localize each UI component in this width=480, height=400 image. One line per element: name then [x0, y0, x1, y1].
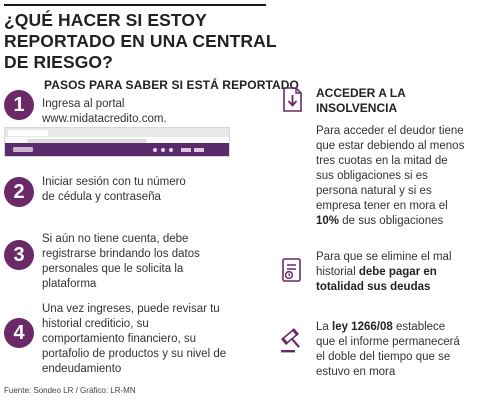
document-down-arrow-icon — [278, 86, 306, 114]
step-3-text: Si aún no tiene cuenta, debe registrarse brindando los datos personales que le solicita la plataforma — [42, 233, 200, 290]
site-buttons — [181, 148, 204, 152]
steps-heading: PASOS PARA SABER SI ESTÁ REPORTADO — [44, 78, 299, 92]
site-header — [5, 143, 229, 156]
site-nav-dots — [153, 148, 173, 152]
history-text: Para que se elimine el mal historial debe pagar en totalidad sus deudas — [316, 251, 452, 293]
step-1-text: Ingresa al portal www.midatacredito.com. — [42, 98, 167, 125]
insolvency-text: Para acceder el deudor tiene que estar debiendo al menos tres cuotas en la mitad de sus obligaciones si es persona natural y si es empresa tener en mora el 10% de sus obligaciones — [316, 125, 465, 227]
step-2-badge: 2 — [4, 177, 34, 207]
website-screenshot — [4, 127, 230, 157]
top-rule — [4, 4, 266, 6]
gavel-icon — [278, 326, 306, 354]
step-4-badge: 4 — [4, 318, 34, 348]
law-text: La ley 1266/08 establece que el informe permanecerá el doble del tiempo que se estuvo en mora — [316, 321, 460, 378]
step-1-badge: 1 — [4, 90, 34, 120]
step-3-badge: 3 — [4, 240, 34, 270]
step-4-text: Una vez ingreses, puede revisar tu historial crediticio, su comportamiento financiero, su portafolio de productos y su nivel de endeudamiento — [42, 303, 227, 375]
source-credit: Fuente: Sondeo LR / Gráfico: LR-MN — [4, 386, 136, 395]
bill-document-icon — [278, 256, 306, 284]
insolvency-heading: ACCEDER A LA INSOLVENCIA — [316, 86, 406, 115]
site-logo — [13, 147, 33, 152]
page-title: ¿QUÉ HACER SI ESTOY REPORTADO EN UNA CENTRAL DE RIESGO? — [4, 10, 277, 72]
browser-tab-bar — [5, 128, 229, 137]
step-2-text: Iniciar sesión con tu número de cédula y contraseña — [42, 176, 186, 203]
